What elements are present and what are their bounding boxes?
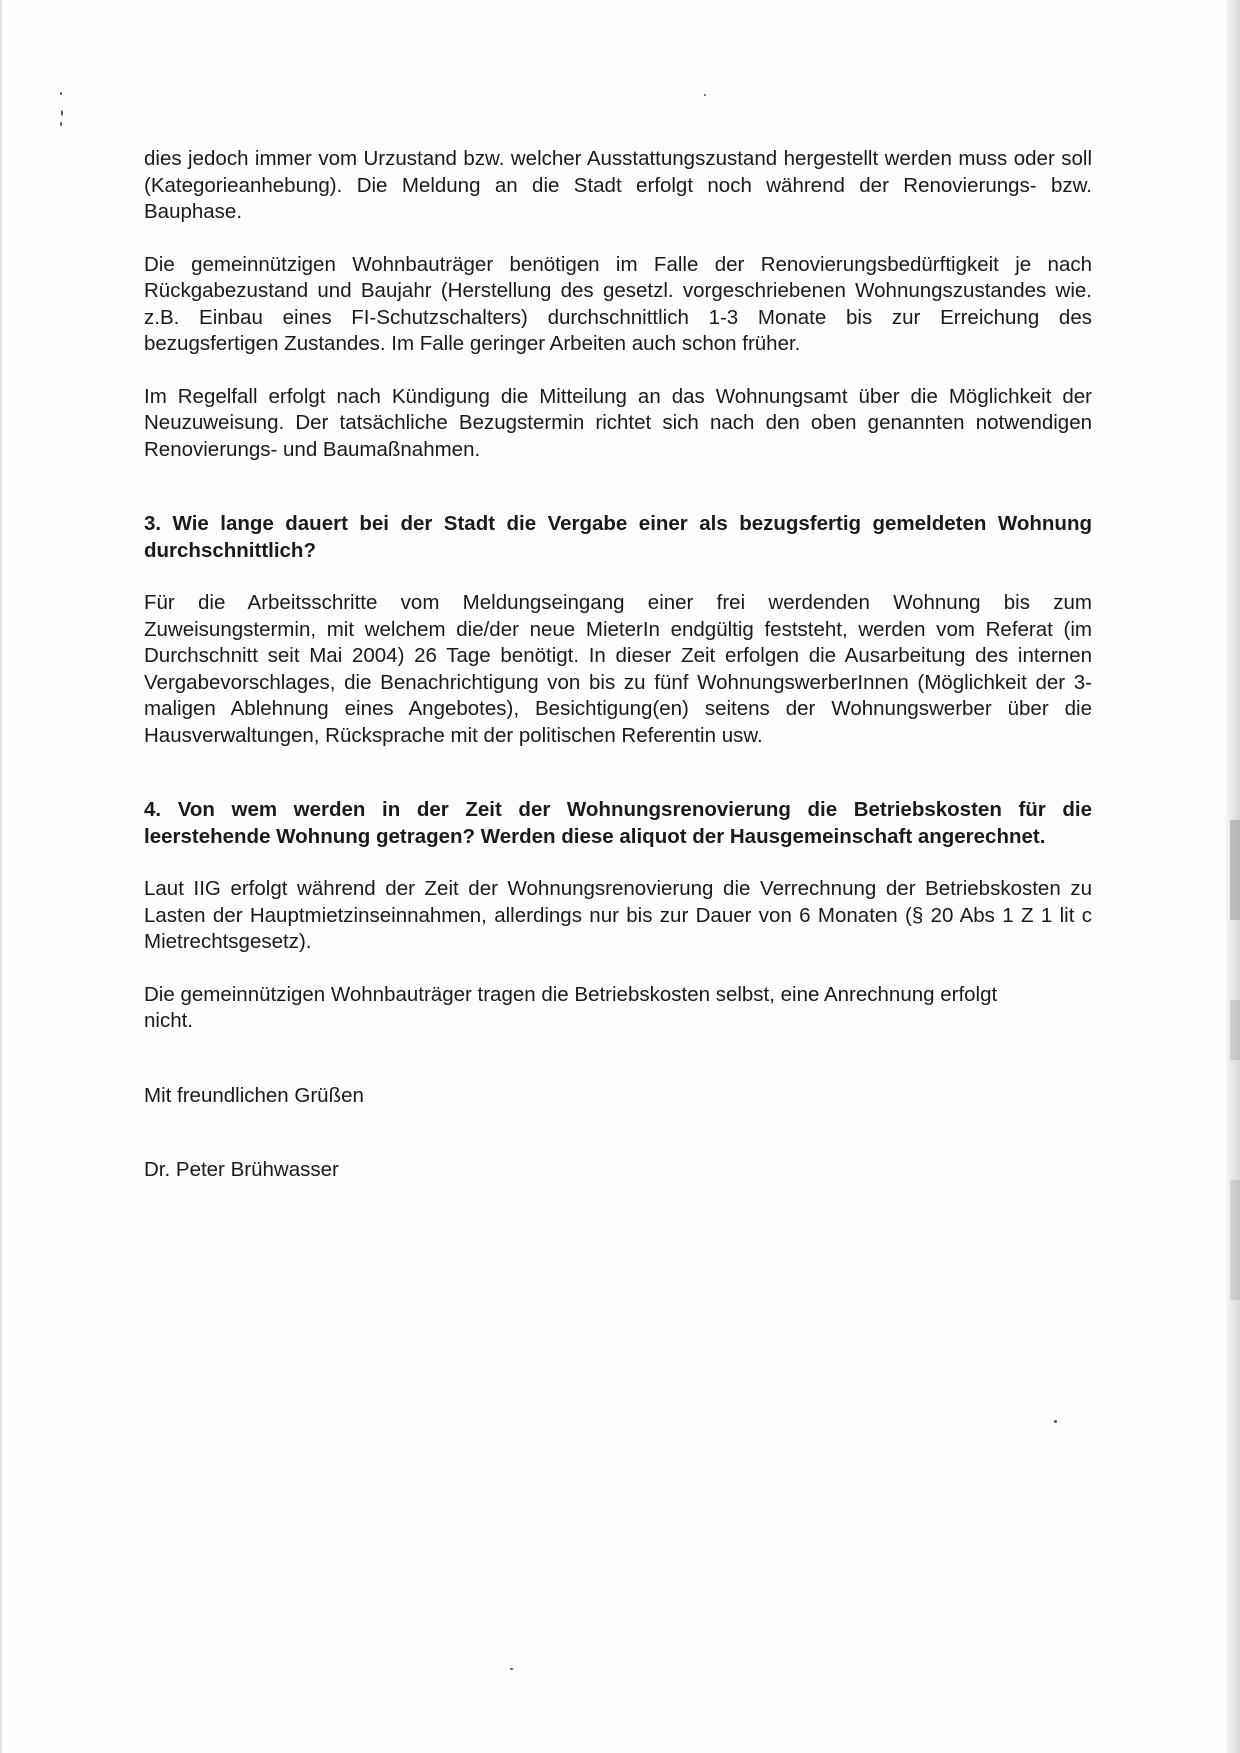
question-4-answer-1: Laut IIG erfolgt während der Zeit der Wohnungsrenovierung die Verrechnung der Betriebskosten zu Lasten der Hauptmietzinseinnahmen, allerdings nur bis zur Dauer von 6 Monaten (§ 20 Abs 1 Z 1 lit c Mietrechtsgesetz).	[144, 877, 1092, 953]
scan-speck	[1054, 1420, 1057, 1423]
scan-artifact-band	[1230, 1000, 1240, 1060]
question-4-heading: 4. Von wem werden in der Zeit der Wohnungsrenovierung die Betriebskosten für die leerstehende Wohnung getragen? Werden diese aliquot der Hausgemeinschaft angerechnet.	[144, 798, 1092, 848]
paragraph-intro-3: Im Regelfall erfolgt nach Kündigung die Mitteilung an das Wohnungsamt über die Möglichkeit der Neuzuweisung. Der tatsächliche Bezugstermin richtet sich nach den oben genannten notwendigen Renovierungs- und Baumaßnahmen.	[144, 384, 1092, 461]
scan-artifact-band	[1230, 1180, 1240, 1300]
scan-speck	[60, 92, 62, 95]
question-3-heading: 3. Wie lange dauert bei der Stadt die Vergabe einer als bezugsfertig gemeldeten Wohnung durchschnittlich?	[144, 512, 1092, 562]
paragraph-intro-1: dies jedoch immer vom Urzustand bzw. welcher Ausstattungszustand hergestellt werden muss oder soll (Kategorieanhebung). Die Meldung an die Stadt erfolgt noch während der Renovierungs- bzw. Bauphase.	[144, 147, 1092, 223]
scan-speck	[704, 94, 706, 96]
question-4-answer-2: Die gemeinnützigen Wohnbauträger tragen die Betriebskosten selbst, eine Anrechnung erfolgt nicht.	[144, 982, 998, 1032]
question-3-answer: Für die Arbeitsschritte vom Meldungseingang einer frei werdenden Wohnung bis zum Zuweisungstermin, mit welchem die/der neue MieterIn endgültig feststeht, werden vom Referat (im Durchschnitt seit Mai 2004) 26 Tage benötigt. In dieser Zeit erfolgen die Ausarbeitung des internen Vergabevorschlages, die Benachrichtigung von bis zu fünf WohnungswerberInnen (Möglichkeit der 3-maligen Ablehnung eines Angebotes), Besichtigung(en) seitens der Wohnungswerber über die Hausverwaltungen, Rücksprache mit der politischen Referentin usw.	[144, 591, 1092, 747]
signature-name: Dr. Peter Brühwasser	[144, 1158, 339, 1181]
scan-speck	[510, 1668, 513, 1670]
scan-speck	[61, 110, 63, 116]
scan-artifact-band	[1230, 820, 1240, 920]
letter-body	[144, 146, 1092, 1184]
closing-greeting: Mit freundlichen Grüßen	[144, 1083, 364, 1107]
scan-left-edge	[0, 0, 2, 1753]
paragraph-intro-2: Die gemeinnützigen Wohnbauträger benötigen im Falle der Renovierungsbedürftigkeit je nach Rückgabezustand und Baujahr (Herstellung des gesetzl. vorgeschriebenen Wohnungszustandes wie. z.B. Einbau eines FI-Schutzschalters) durchschnittlich 1-3 Monate bis zur Erreichung des bezugsfertigen Zustandes. Im Falle geringer Arbeiten auch schon früher.	[144, 252, 1092, 355]
scan-speck	[60, 122, 62, 126]
